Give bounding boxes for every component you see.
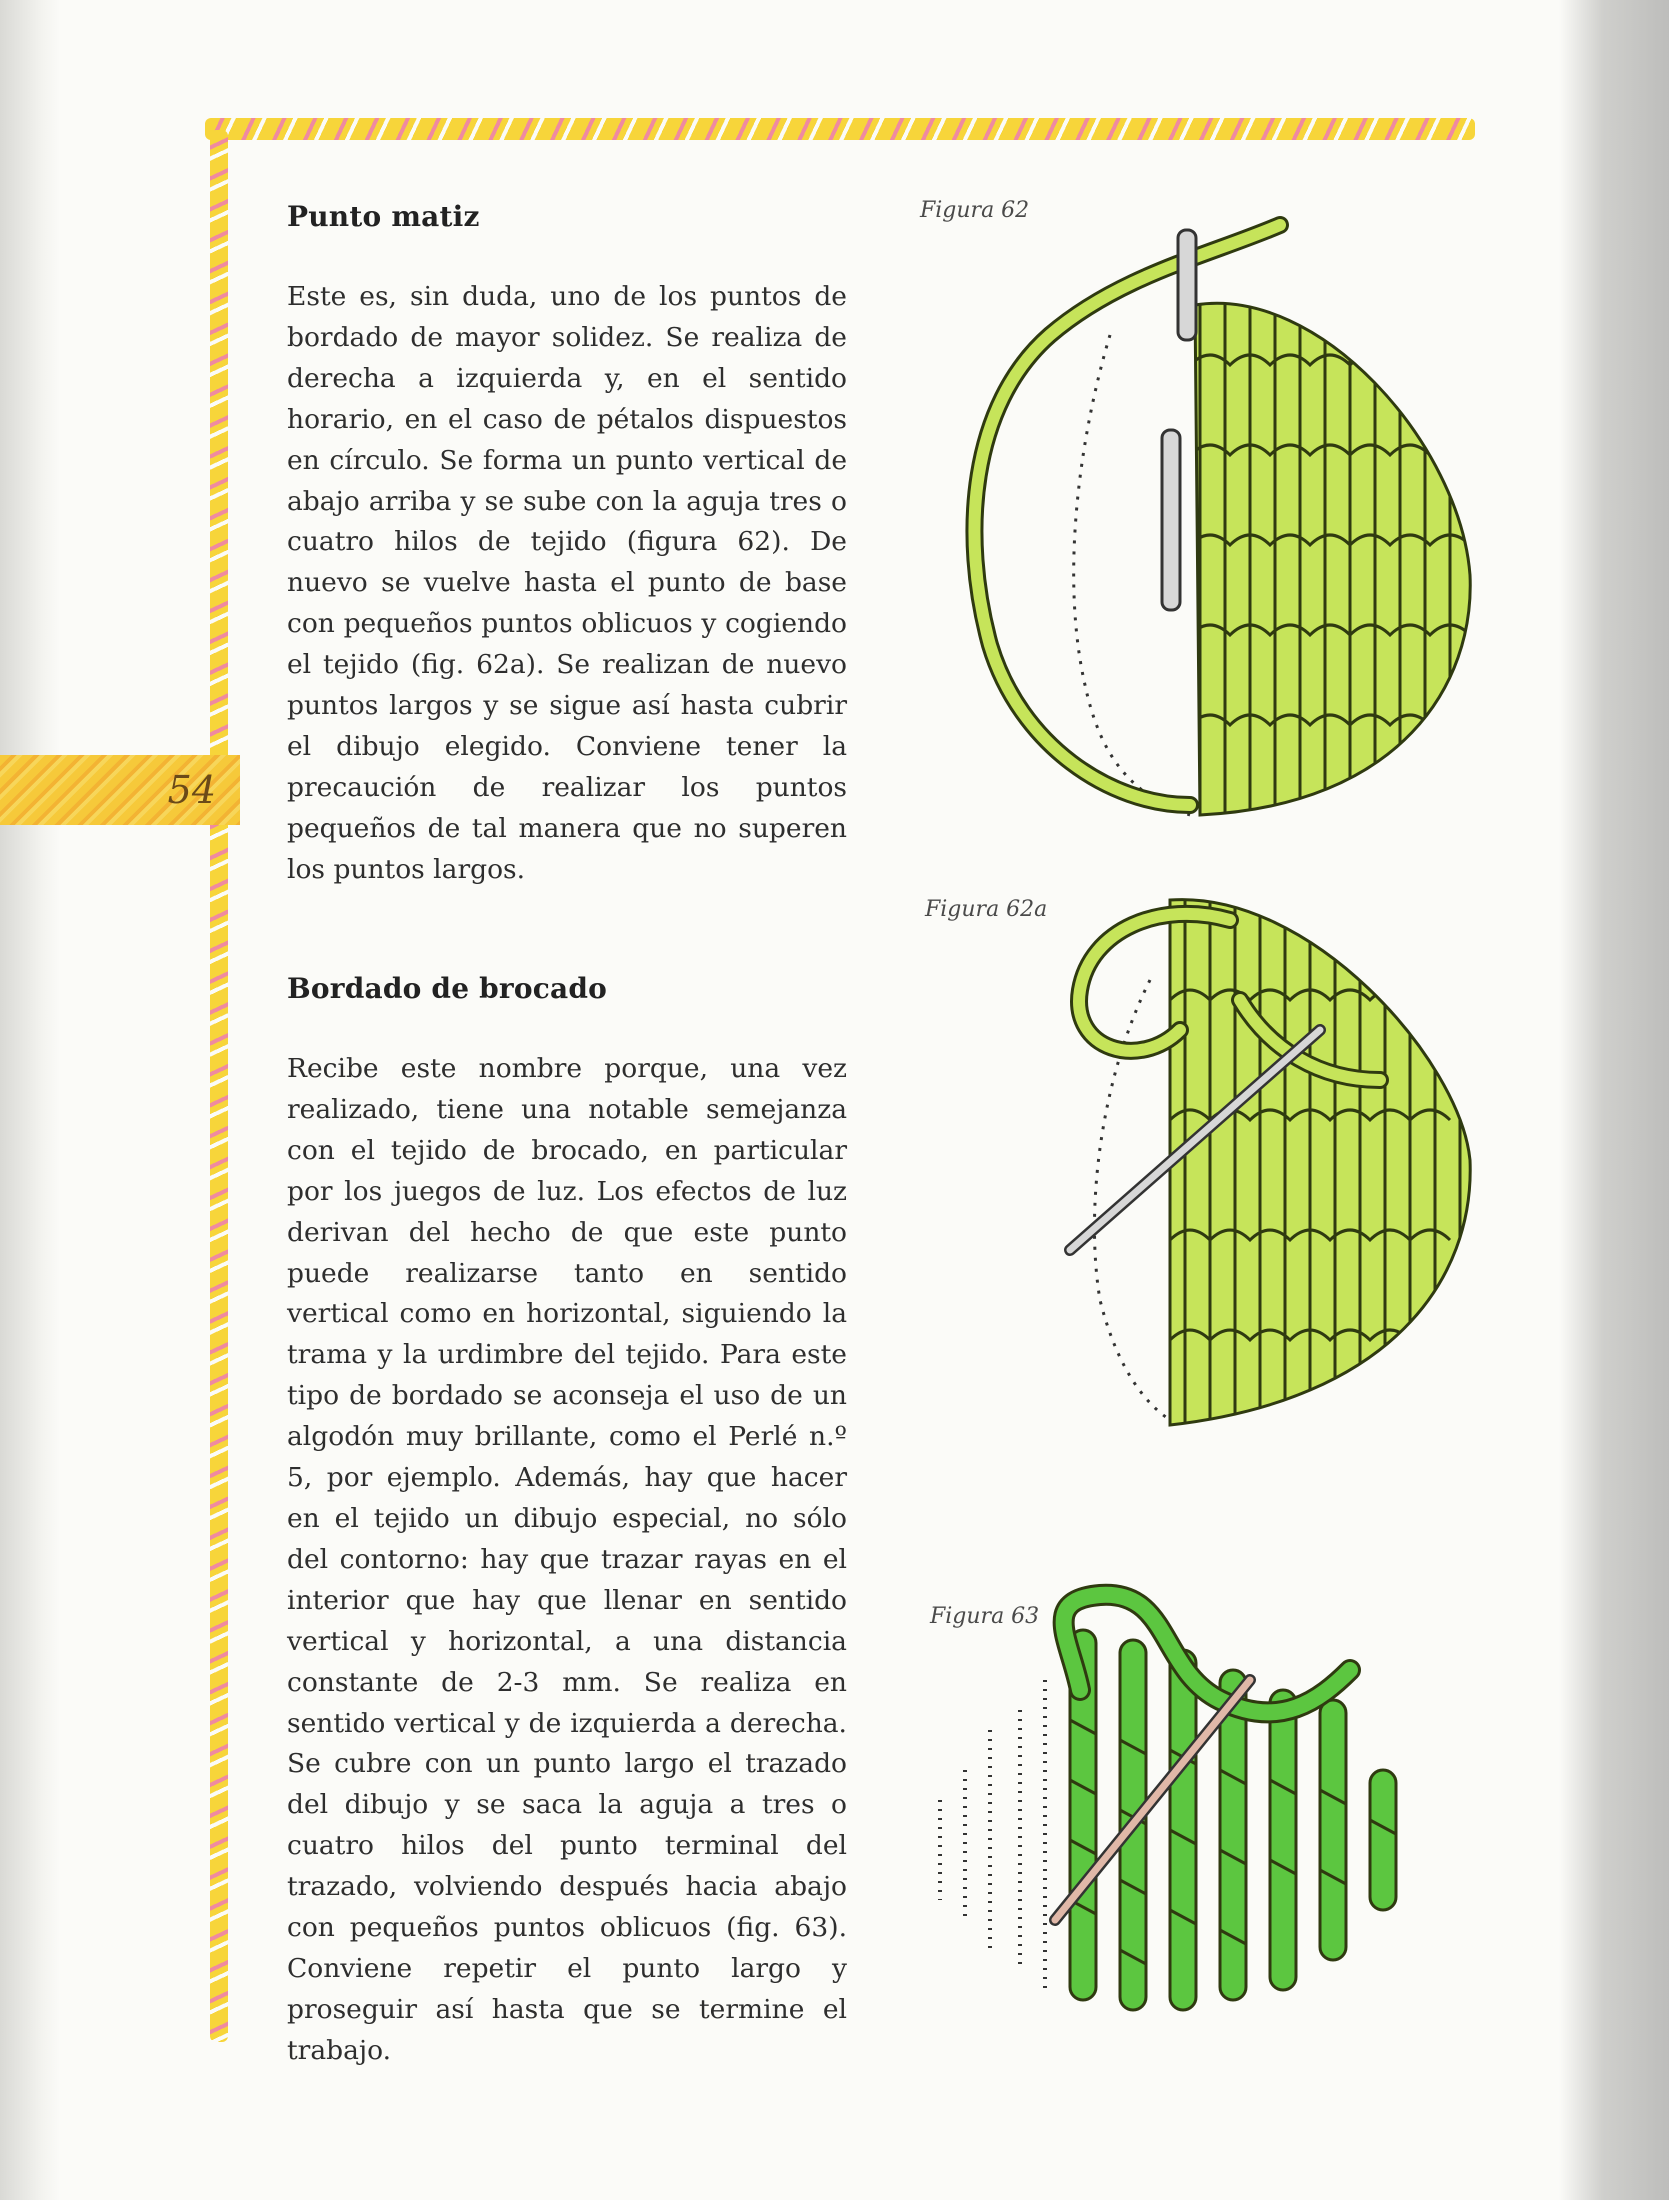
figure-63-caption: Figura 63 (930, 1604, 1040, 1629)
page-number-tab (0, 755, 240, 825)
brocade-stitch-illustration (920, 1580, 1500, 2030)
page-number: 54 (167, 768, 216, 812)
spine-shadow (0, 0, 60, 2200)
section-body: Recibe este nombre porque, una vez realizado, tiene una notable semejanza con el tejido de brocado, en particular por los juegos de luz. Los efectos de luz derivan del hecho de que este punto puede realizarse tanto en sentido vertical como en horizontal, siguiendo la trama y la urdimbre del tejido. Para este tipo de bordado se aconseja el uso de un algodón muy brillante, como el Perlé n.º 5, por ejemplo. Además, hay que hacer en el tejido un dibujo especial, no sólo del contorno: hay que trazar rayas en el interior que hay que llenar en sentido vertical y horizontal, a una distancia constante de 2-3 mm. Se realiza en sentido vertical y de izquierda a derecha. Se cubre con un punto largo el trazado del dibujo y se saca la aguja a tres o cuatro hilos del punto terminal del trazado, volviendo después hacia abajo con pequeños puntos oblicuos (fig. 63). Conviene repetir el punto largo y proseguir así hasta que se termine el trabajo. (287, 1053, 847, 2066)
decorative-border-left (210, 130, 228, 2042)
section-title: Bordado de brocado (287, 972, 608, 1005)
section-title: Punto matiz (287, 200, 480, 233)
figure-62a-caption: Figura 62a (925, 897, 1048, 922)
satin-stitch-petal-illustration (900, 215, 1500, 845)
satin-stitch-return-illustration (1060, 880, 1480, 1440)
page-edge-shadow (1559, 0, 1669, 2200)
decorative-border-top (205, 118, 1475, 140)
section-bordado-de-brocado (287, 972, 847, 2072)
figure-62-caption: Figura 62 (920, 198, 1030, 223)
section-punto-matiz (287, 200, 847, 891)
section-body: Este es, sin duda, uno de los puntos de bordado de mayor solidez. Se realiza de derecha a izquierda y, en el sentido horario, en el caso de pétalos dispuestos en círculo. Se forma un punto vertical de abajo arriba y se sube con la aguja tres o cuatro hilos de tejido (figura 62). De nuevo se vuelve hasta el punto de base con pequeños puntos oblicuos y cogiendo el tejido (fig. 62a). Se realizan de nuevo puntos largos y se sigue así hasta cubrir el dibujo elegido. Conviene tener la precaución de realizar los puntos pequeños de tal manera que no superen los puntos largos. (287, 281, 847, 885)
